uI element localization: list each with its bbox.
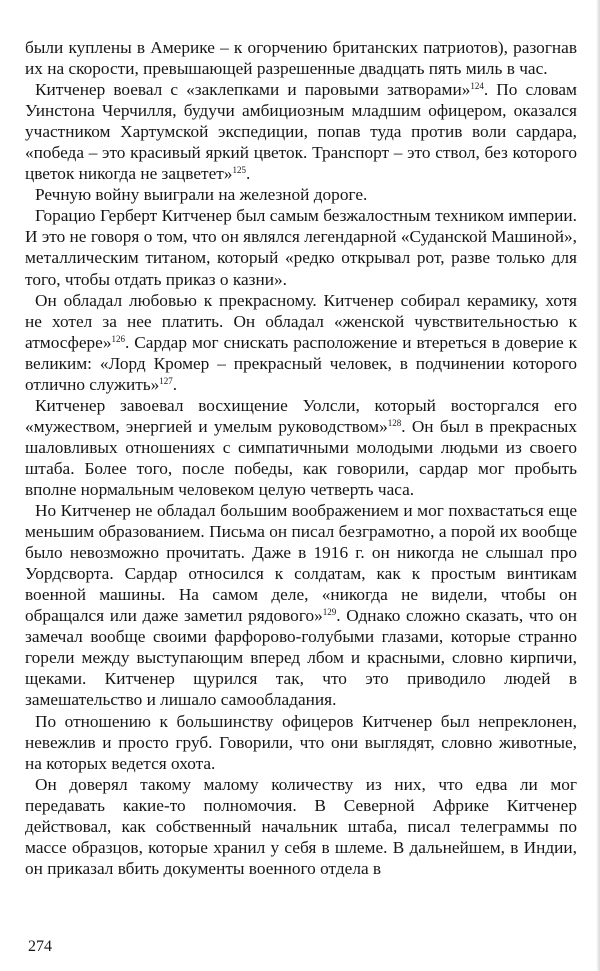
paragraph-1 xyxy=(25,37,577,79)
paragraph-3-text: Речную войну выиграли на железной дороге. xyxy=(35,185,368,205)
footnote-ref-124: 124 xyxy=(470,81,484,92)
paragraph-2-text-a: Китченер воевал с «заклепками и паровыми затворами» xyxy=(35,80,471,100)
paragraph-2-text-c: . xyxy=(245,164,251,184)
paragraph-4-text: Горацио Герберт Китченер был самым безжалостным техником империи. И это не говоря о том, что он являлся легендарной «Суданской Машиной», металлическим титаном, который «редко открывал рот, разве только для того, чтобы отдать приказ о казни». xyxy=(25,206,577,289)
paragraph-3 xyxy=(25,184,577,205)
paragraph-7-text-a: Но Китченер не обладал большим воображением и мог похвастаться еще меньшим образованием. Письма он писал безграмотно, а порой их вообще было невозможно прочитать. Даже в 1916 г. он никогда не слышал про Уордсворта. Сардар относился к солдатам, как к простым винтикам военной машины. На самом деле, «никогда не видели, чтобы он обращался или даже заметил рядового» xyxy=(25,501,577,626)
paragraph-8-text: По отношению к большинству офицеров Китченер был непреклонен, невежлив и просто груб. Говорили, что они выглядят, словно животные, на которых ведется охота. xyxy=(25,711,577,773)
paragraph-4 xyxy=(25,205,577,289)
footnote-ref-125: 125 xyxy=(232,165,246,176)
paragraph-6 xyxy=(25,395,577,500)
page-number: 274 xyxy=(28,938,52,955)
footnote-ref-128: 128 xyxy=(387,417,402,428)
paragraph-2 xyxy=(25,79,577,184)
page-body xyxy=(25,37,577,879)
paragraph-9 xyxy=(25,774,577,879)
paragraph-2-text-b: . По словам Уинстона Черчилля, будучи амбициозным младшим офицером, оказался участником Хартумской экспедиции, попав туда против воли сардара, «победа – это красивый яркий цветок. Транспорт – это ствол, без которого цветок никогда не зацветет» xyxy=(25,80,577,184)
paragraph-6-text-a: Китченер завоевал восхищение Уолсли, который восторгался его «мужеством, энергией и умелым руководством» xyxy=(25,395,577,436)
page-edge-shadow xyxy=(596,0,600,971)
paragraph-8 xyxy=(25,711,577,774)
paragraph-5 xyxy=(25,290,577,395)
paragraph-5-text-a: Он обладал любовью к прекрасному. Китченер собирал керамику, хотя не хотел за нее платить. Он обладал «женской чувствительностью к атмосфере» xyxy=(25,290,577,352)
footnote-ref-129: 129 xyxy=(322,607,337,618)
paragraph-7-text-b: . Однако сложно сказать, что он замечал вообще своими фарфорово-голубыми глазами, которые странно горели между выступающим вперед лбом и красными, словно кирпичи, щеками. Китченер щурился так, что это приводило людей в замешательство и лишало самообладания. xyxy=(25,606,577,710)
paragraph-6-text-b: . Он был в прекрасных шаловливых отношениях с симпатичными молодыми людьми из своего штаба. Более того, после победы, как говорили, сардар мог пробыть вполне нормальным человеком целую четверть часа. xyxy=(25,416,577,499)
paragraph-7 xyxy=(25,500,577,710)
paragraph-9-text: Он доверял такому малому количеству из них, что едва ли мог передавать какие-то полномочия. В Северной Африке Китченер действовал, как собственный начальник штаба, писал телеграммы по массе образцов, которые хранил у себя в шлеме. В дальнейшем, в Индии, он приказал вбить документы военного отдела в xyxy=(25,774,577,878)
footnote-ref-127: 127 xyxy=(159,375,173,386)
footnote-ref-126: 126 xyxy=(111,333,125,344)
paragraph-5-text-b: . Сардар мог снискать расположение и втереться в доверие к великим: «Лорд Кромер – прекрасный человек, в подчинении которого отлично служить» xyxy=(25,332,577,394)
paragraph-1-text: были куплены в Америке – к огорчению британских патриотов), разогнав их на скорости, превышающей разрешенные двадцать пять миль в час. xyxy=(25,38,577,79)
paragraph-5-text-c: . xyxy=(172,374,178,394)
